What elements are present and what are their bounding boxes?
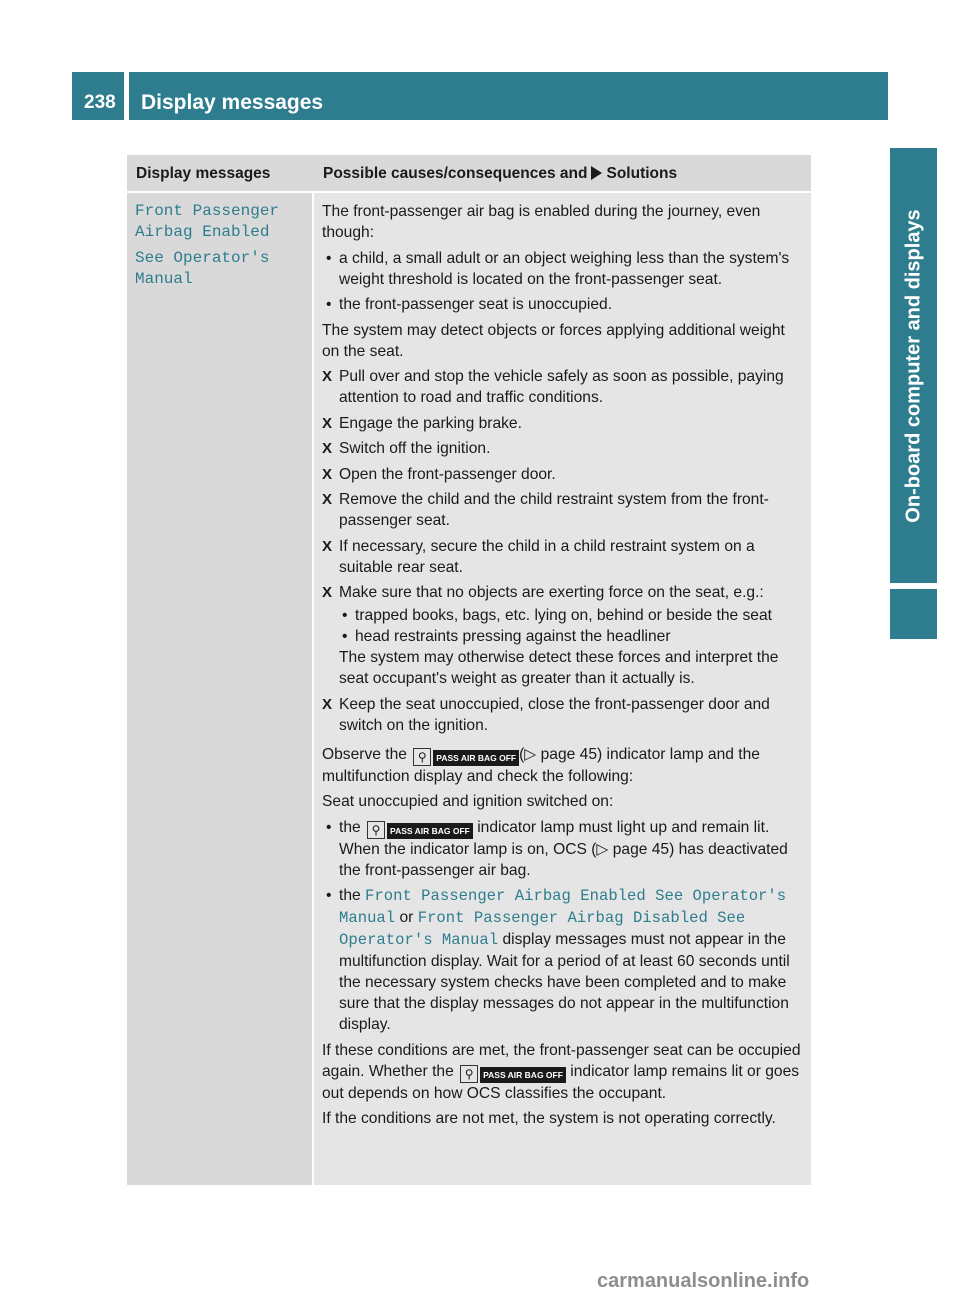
condition-bullet: • the Front Passenger Airbag Enabled See Operator's Manual or Front Passenger Airbag Disabled See Operator's Manual display messages must not appear in the multifunction display. Wait for a period of at least 60 seconds until the necessary system checks have been completed and to make sure that the display messages do not appear in the multifunction display. [322,885,806,1035]
pass-airbag-off-icon: PASS AIR BAG OFF [387,823,473,839]
step-x-icon: X [322,695,333,713]
step-sub-bullet: • head restraints pressing against the headliner [322,626,806,647]
header-bar [129,72,888,120]
step: X Keep the seat unoccupied, close the front-passenger door and switch on the ignition. [322,695,770,734]
cause-note: The system may detect objects or forces applying additional weight on the seat. [322,321,785,360]
step-x-icon: X [322,440,333,457]
step: X Switch off the ignition. [322,440,491,457]
watermark: carmanualsonline.info [597,1270,810,1292]
result-paragraph: If these conditions are met, the front-passenger seat can be occupied again. Whether the ⚲ PASS AIR BAG OFF indicator lamp remains lit or goes out depends on how OCS classifies the occupant. [322,1041,801,1102]
step-x-icon: X [322,465,333,483]
solutions-column [314,193,811,1185]
step-sub-bullet: • trapped books, bags, etc. lying on, behind or beside the seat [322,605,806,626]
message-line-2: See Operator's Manual [135,249,270,288]
cause-bullet: • a child, a small adult or an object weighing less than the system's weight threshold is located on the front-passenger seat. [322,248,806,290]
col2-header: Possible causes/consequences and Solutions [323,165,678,182]
page-number: 238 [84,92,116,113]
step-x-icon: X [322,491,333,508]
page-title: Display messages [141,91,324,114]
display-message [135,201,312,295]
step: X Engage the parking brake. [322,414,522,432]
child-seat-icon: ⚲ [460,1065,478,1083]
step: X Make sure that no objects are exerting force on the seat, e.g.: [322,584,764,601]
condition-bullet: • the ⚲ PASS AIR BAG OFF indicator lamp must light up and remain lit. When the indicator lamp is on, OCS (▷ page 45) has deactivated the front-passenger air bag. [322,817,806,881]
side-tab [890,148,937,583]
message-column [127,193,312,1185]
step-x-icon: X [322,537,333,555]
observe-paragraph: Observe the ⚲ PASS AIR BAG OFF (▷ page 45) indicator lamp and the multifunction display and check the following: [322,745,760,785]
step: X If necessary, secure the child in a child restraint system on a suitable rear seat. [322,537,755,576]
side-tab-marker [890,589,937,639]
message-line-1: Front Passenger Airbag Enabled [135,202,280,241]
step-x-icon: X [322,414,333,432]
table-header [127,155,811,191]
step: X Pull over and stop the vehicle safely as soon as possible, paying attention to road and traffic conditions. [322,368,784,406]
step: X Remove the child and the child restraint system from the front-passenger seat. [322,491,769,529]
step-continuation: The system may otherwise detect these forces and interpret the seat occupant's weight as greater than it actually is. [339,649,779,687]
step-x-icon: X [322,368,333,385]
col1-header: Display messages [136,165,271,182]
side-tab-label: On-board computer and displays [902,208,924,523]
arrow-right-icon [591,166,602,180]
cause-bullet: • the front-passenger seat is unoccupied. [322,294,806,315]
child-seat-icon: ⚲ [367,821,385,839]
step-x-icon: X [322,584,333,601]
cause-intro: The front-passenger air bag is enabled during the journey, even though: [322,203,761,241]
pass-airbag-off-icon: PASS AIR BAG OFF [480,1067,566,1083]
failure-note: If the conditions are not met, the system is not operating correctly. [322,1110,776,1127]
step: X Open the front-passenger door. [322,465,556,483]
solutions-text [322,201,806,1134]
pass-airbag-off-icon: PASS AIR BAG OFF [433,750,519,766]
child-seat-icon: ⚲ [413,748,431,766]
condition-intro: Seat unoccupied and ignition switched on: [322,793,614,810]
page-number-box [72,72,124,120]
